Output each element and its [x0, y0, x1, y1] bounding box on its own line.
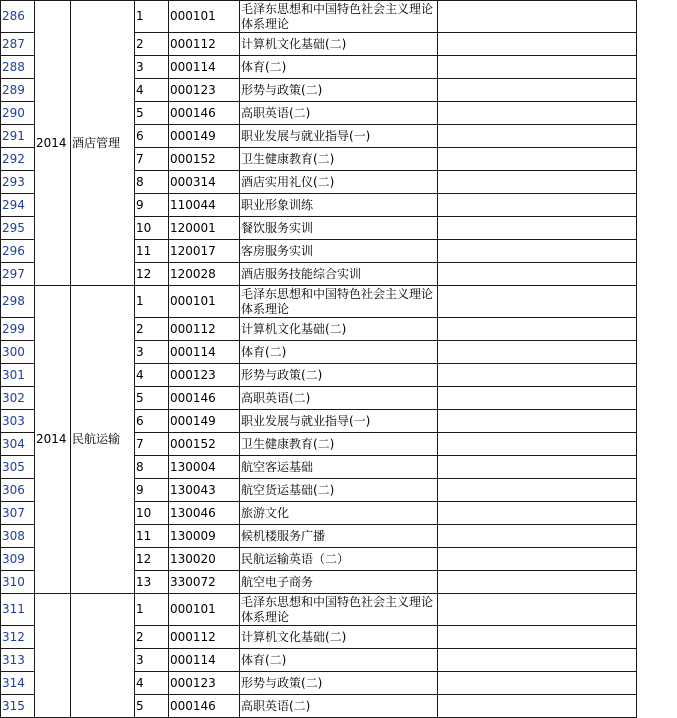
course-name-cell: 职业形象训练	[240, 194, 438, 217]
row-number-cell: 299	[1, 318, 35, 341]
course-code-cell: 110044	[169, 194, 240, 217]
row-number-cell: 310	[1, 571, 35, 594]
sequence-cell: 5	[135, 387, 169, 410]
sequence-cell: 4	[135, 364, 169, 387]
notes-cell	[438, 672, 637, 695]
course-code-cell: 000149	[169, 410, 240, 433]
course-code-cell: 330072	[169, 571, 240, 594]
major-cell	[71, 594, 135, 718]
row-number-cell: 307	[1, 502, 35, 525]
row-number-cell: 301	[1, 364, 35, 387]
sequence-cell: 1	[135, 1, 169, 33]
course-name-cell: 候机楼服务广播	[240, 525, 438, 548]
sequence-cell: 5	[135, 102, 169, 125]
course-name-cell: 毛泽东思想和中国特色社会主义理论体系理论	[240, 286, 438, 318]
row-number-cell: 304	[1, 433, 35, 456]
notes-cell	[438, 286, 637, 318]
course-code-cell: 000123	[169, 672, 240, 695]
sequence-cell: 11	[135, 240, 169, 263]
sequence-cell: 10	[135, 217, 169, 240]
course-name-cell: 职业发展与就业指导(一)	[240, 410, 438, 433]
sequence-cell: 13	[135, 571, 169, 594]
course-name-cell: 航空货运基础(二)	[240, 479, 438, 502]
course-name-cell: 酒店实用礼仪(二)	[240, 171, 438, 194]
sequence-cell: 7	[135, 148, 169, 171]
major-cell: 民航运输	[71, 286, 135, 594]
course-code-cell: 000123	[169, 364, 240, 387]
row-number-cell: 305	[1, 456, 35, 479]
sequence-cell: 4	[135, 79, 169, 102]
course-code-cell: 130020	[169, 548, 240, 571]
course-table-body	[1, 1, 637, 718]
course-name-cell: 计算机文化基础(二)	[240, 318, 438, 341]
course-name-cell: 高职英语(二)	[240, 387, 438, 410]
table-row	[1, 1, 637, 33]
notes-cell	[438, 525, 637, 548]
course-name-cell: 形势与政策(二)	[240, 79, 438, 102]
sequence-cell: 9	[135, 479, 169, 502]
sequence-cell: 6	[135, 125, 169, 148]
course-name-cell: 卫生健康教育(二)	[240, 148, 438, 171]
course-name-cell: 民航运输英语（二）	[240, 548, 438, 571]
sequence-cell: 3	[135, 56, 169, 79]
course-name-cell: 计算机文化基础(二)	[240, 33, 438, 56]
sequence-cell: 9	[135, 194, 169, 217]
sequence-cell: 2	[135, 626, 169, 649]
notes-cell	[438, 456, 637, 479]
course-name-cell: 客房服务实训	[240, 240, 438, 263]
sequence-cell: 8	[135, 171, 169, 194]
row-number-cell: 313	[1, 649, 35, 672]
sequence-cell: 2	[135, 318, 169, 341]
sequence-cell: 8	[135, 456, 169, 479]
table-row	[1, 594, 637, 626]
course-code-cell: 120001	[169, 217, 240, 240]
notes-cell	[438, 102, 637, 125]
course-code-cell: 000314	[169, 171, 240, 194]
year-cell: 2014	[35, 286, 71, 594]
row-number-cell: 288	[1, 56, 35, 79]
course-code-cell: 120028	[169, 263, 240, 286]
row-number-cell: 296	[1, 240, 35, 263]
row-number-cell: 309	[1, 548, 35, 571]
course-code-cell: 000146	[169, 102, 240, 125]
row-number-cell: 291	[1, 125, 35, 148]
notes-cell	[438, 433, 637, 456]
row-number-cell: 289	[1, 79, 35, 102]
row-number-cell: 302	[1, 387, 35, 410]
notes-cell	[438, 649, 637, 672]
course-code-cell: 130009	[169, 525, 240, 548]
row-number-cell: 311	[1, 594, 35, 626]
row-number-cell: 287	[1, 33, 35, 56]
notes-cell	[438, 594, 637, 626]
sequence-cell: 3	[135, 341, 169, 364]
course-name-cell: 航空电子商务	[240, 571, 438, 594]
course-code-cell: 130043	[169, 479, 240, 502]
course-name-cell: 毛泽东思想和中国特色社会主义理论体系理论	[240, 594, 438, 626]
row-number-cell: 295	[1, 217, 35, 240]
year-cell	[35, 594, 71, 718]
course-code-cell: 120017	[169, 240, 240, 263]
row-number-cell: 315	[1, 695, 35, 718]
row-number-cell: 300	[1, 341, 35, 364]
notes-cell	[438, 479, 637, 502]
course-name-cell: 计算机文化基础(二)	[240, 626, 438, 649]
course-name-cell: 卫生健康教育(二)	[240, 433, 438, 456]
notes-cell	[438, 263, 637, 286]
course-name-cell: 体育(二)	[240, 56, 438, 79]
row-number-cell: 290	[1, 102, 35, 125]
table-row	[1, 286, 637, 318]
notes-cell	[438, 240, 637, 263]
sequence-cell: 11	[135, 525, 169, 548]
notes-cell	[438, 56, 637, 79]
sequence-cell: 7	[135, 433, 169, 456]
course-code-cell: 000114	[169, 56, 240, 79]
notes-cell	[438, 410, 637, 433]
notes-cell	[438, 148, 637, 171]
course-code-cell: 000146	[169, 695, 240, 718]
notes-cell	[438, 171, 637, 194]
notes-cell	[438, 341, 637, 364]
course-name-cell: 职业发展与就业指导(一)	[240, 125, 438, 148]
sequence-cell: 4	[135, 672, 169, 695]
course-name-cell: 高职英语(二)	[240, 102, 438, 125]
course-code-cell: 000152	[169, 148, 240, 171]
notes-cell	[438, 125, 637, 148]
notes-cell	[438, 695, 637, 718]
course-code-cell: 000101	[169, 286, 240, 318]
row-number-cell: 297	[1, 263, 35, 286]
notes-cell	[438, 548, 637, 571]
row-number-cell: 293	[1, 171, 35, 194]
course-code-cell: 000112	[169, 318, 240, 341]
course-code-cell: 000101	[169, 594, 240, 626]
course-code-cell: 000112	[169, 33, 240, 56]
notes-cell	[438, 318, 637, 341]
course-name-cell: 高职英语(二)	[240, 695, 438, 718]
sequence-cell: 10	[135, 502, 169, 525]
sequence-cell: 1	[135, 594, 169, 626]
course-code-cell: 130004	[169, 456, 240, 479]
course-name-cell: 形势与政策(二)	[240, 672, 438, 695]
notes-cell	[438, 626, 637, 649]
course-code-cell: 000114	[169, 649, 240, 672]
notes-cell	[438, 571, 637, 594]
notes-cell	[438, 1, 637, 33]
sequence-cell: 5	[135, 695, 169, 718]
row-number-cell: 308	[1, 525, 35, 548]
notes-cell	[438, 79, 637, 102]
course-name-cell: 形势与政策(二)	[240, 364, 438, 387]
course-code-cell: 000101	[169, 1, 240, 33]
row-number-cell: 298	[1, 286, 35, 318]
row-number-cell: 312	[1, 626, 35, 649]
row-number-cell: 314	[1, 672, 35, 695]
year-cell: 2014	[35, 1, 71, 286]
sequence-cell: 6	[135, 410, 169, 433]
notes-cell	[438, 194, 637, 217]
course-code-cell: 000152	[169, 433, 240, 456]
sequence-cell: 1	[135, 286, 169, 318]
course-name-cell: 体育(二)	[240, 649, 438, 672]
course-code-cell: 000123	[169, 79, 240, 102]
course-code-cell: 000146	[169, 387, 240, 410]
notes-cell	[438, 217, 637, 240]
course-name-cell: 酒店服务技能综合实训	[240, 263, 438, 286]
notes-cell	[438, 364, 637, 387]
sequence-cell: 2	[135, 33, 169, 56]
course-name-cell: 餐饮服务实训	[240, 217, 438, 240]
row-number-cell: 286	[1, 1, 35, 33]
course-name-cell: 旅游文化	[240, 502, 438, 525]
course-code-cell: 000114	[169, 341, 240, 364]
sequence-cell: 3	[135, 649, 169, 672]
sequence-cell: 12	[135, 263, 169, 286]
major-cell: 酒店管理	[71, 1, 135, 286]
row-number-cell: 292	[1, 148, 35, 171]
notes-cell	[438, 33, 637, 56]
course-code-cell: 000112	[169, 626, 240, 649]
course-name-cell: 毛泽东思想和中国特色社会主义理论体系理论	[240, 1, 438, 33]
course-name-cell: 航空客运基础	[240, 456, 438, 479]
notes-cell	[438, 387, 637, 410]
course-code-cell: 000149	[169, 125, 240, 148]
row-number-cell: 303	[1, 410, 35, 433]
notes-cell	[438, 502, 637, 525]
sequence-cell: 12	[135, 548, 169, 571]
row-number-cell: 294	[1, 194, 35, 217]
course-code-cell: 130046	[169, 502, 240, 525]
row-number-cell: 306	[1, 479, 35, 502]
course-name-cell: 体育(二)	[240, 341, 438, 364]
